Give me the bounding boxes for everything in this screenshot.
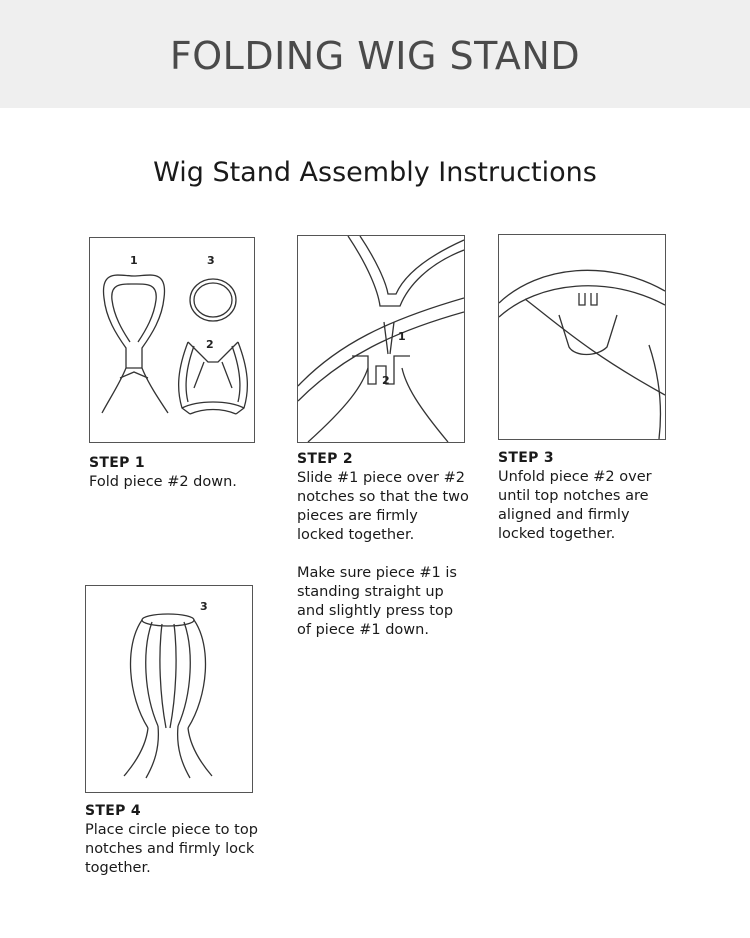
step4-block <box>85 803 260 878</box>
step4-assembled-drawing <box>86 586 252 792</box>
step1-illustration <box>89 237 255 443</box>
step4-heading: STEP 4 <box>85 803 141 819</box>
step3-alignment-drawing <box>499 235 665 439</box>
step4-illustration <box>85 585 253 793</box>
header-banner <box>0 0 750 108</box>
step1-label-piece3: 3 <box>207 254 215 267</box>
step3-illustration <box>498 234 666 440</box>
instructions-subtitle: Wig Stand Assembly Instructions <box>153 157 597 188</box>
step1-pieces-drawing <box>90 238 254 442</box>
step3-block <box>498 450 668 544</box>
step1-text: Fold piece #2 down. <box>89 474 237 490</box>
step3-text: Unfold piece #2 over until top notches are aligned and firmly locked together. <box>498 469 652 542</box>
step2-heading: STEP 2 <box>297 451 353 467</box>
step1-block <box>89 455 279 492</box>
step2-notch-drawing <box>298 236 464 442</box>
step2-text: Slide #1 piece over #2 notches so that the two pieces are firmly locked together. <box>297 470 469 543</box>
step1-label-piece1: 1 <box>130 254 138 267</box>
step1-heading: STEP 1 <box>89 455 145 471</box>
page-title: FOLDING WIG STAND <box>169 34 581 78</box>
step2-label-piece2: 2 <box>382 374 390 387</box>
step2-illustration <box>297 235 465 443</box>
step4-label-piece3: 3 <box>200 600 208 613</box>
step2-label-piece1: 1 <box>398 330 406 343</box>
step2-block <box>297 451 469 640</box>
step1-label-piece2: 2 <box>206 338 214 351</box>
step4-text: Place circle piece to top notches and firmly lock together. <box>85 822 258 876</box>
step2-text-secondary: Make sure piece #1 is standing straight up and slightly press top of piece #1 down. <box>297 565 457 638</box>
step3-heading: STEP 3 <box>498 450 554 466</box>
